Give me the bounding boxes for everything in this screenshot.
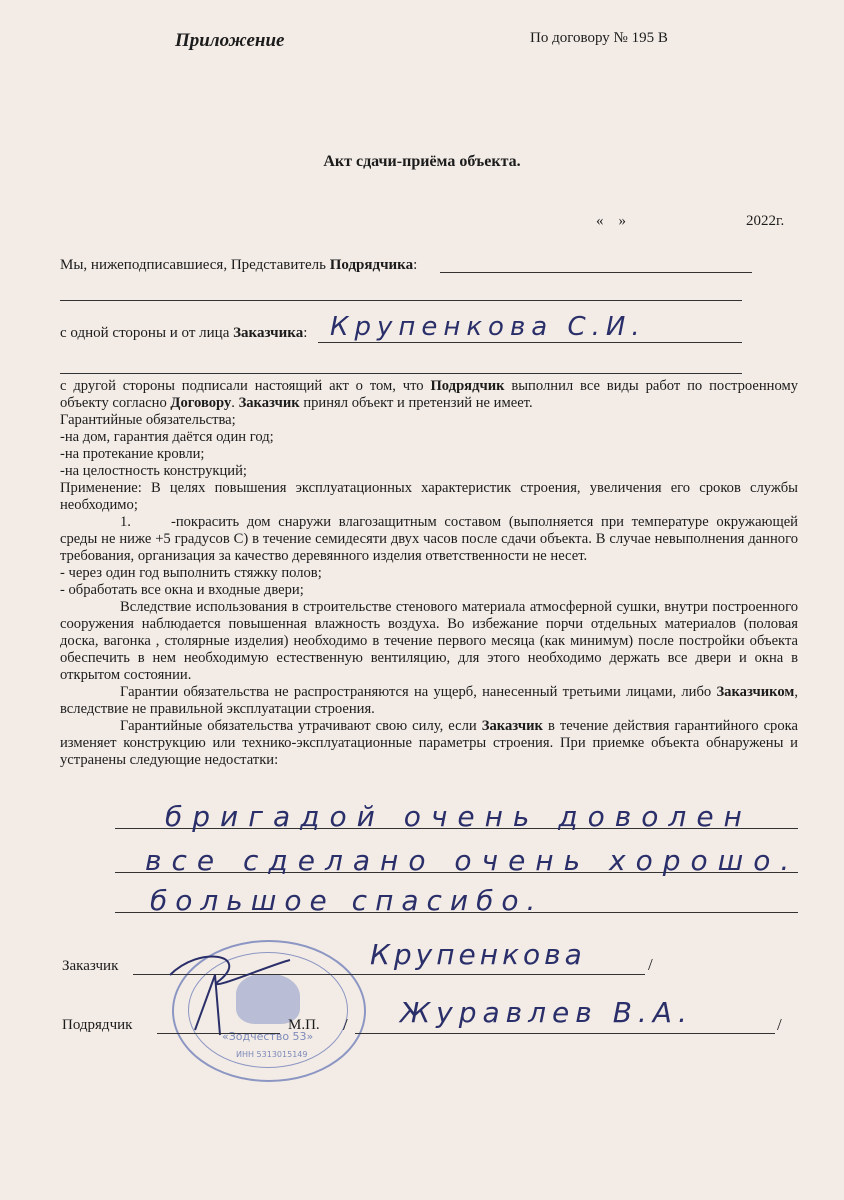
p1-customer: Заказчик: [238, 395, 300, 411]
side-prefix: с одной стороны и от лица: [60, 325, 234, 341]
customer-sign-label: Заказчик: [62, 958, 119, 974]
l-a: Гарантийные обязательства утрачивают свою силу, если: [120, 718, 482, 734]
contractor-rep-line[interactable]: [440, 272, 752, 273]
handwritten-line-3: большое спасибо.: [150, 884, 544, 917]
dash-windows: - обработать все окна и входные двери;: [60, 582, 304, 598]
guarantee-structure: -на целостность конструкций;: [60, 463, 247, 479]
contractor-slash-right: /: [777, 1015, 782, 1034]
item-1-number: 1.: [120, 514, 131, 530]
customer-sign-slash: /: [648, 955, 653, 974]
customer-line: [60, 325, 307, 342]
p1-contractor: Подрядчик: [430, 378, 505, 394]
customer-signature: Крупенкова: [370, 938, 586, 971]
intro-prefix: Мы, нижеподписавшиеся, Представитель: [60, 257, 330, 273]
p1-a: с другой стороны подписали настоящий акт о том, что: [60, 378, 431, 394]
guarantee-title: Гарантийные обязательства;: [60, 412, 236, 428]
customer-rep-line[interactable]: [318, 342, 742, 343]
contract-reference: По договору № 195 В: [530, 30, 668, 46]
application-text: Применение: В целях повышения эксплуатационных характеристик строения, увеличения его сроков службы необходимо;: [60, 480, 798, 513]
contractor-word: Подрядчика: [329, 257, 414, 273]
intro-colon: :: [413, 257, 418, 273]
item-1-text: -покрасить дом снаружи влагозащитным составом (выполняется при температуре окружающей среды не ниже +5 градусов С) в течение семидесяти двух часов после сдачи объекта. В случае невыполнения данного требования, организация за качество деревянного изделия ответственности не несет.: [60, 514, 798, 564]
humidity-paragraph: Вследствие использования в строительстве стенового материала атмосферной сушки, внутри построенного сооружения наблюдается повышенная влажность воздуха. Во избежание порчи отдельных материалов (половая доска, вагонка , столярные изделия) необходимо в течение первого месяца (как минимум) после постройки объекта обеспечить в нем необходимую естественную вентиляцию, для этого необходимо держать все двери и окна в открытом состоянии.: [60, 599, 798, 683]
date-year: 2022г.: [746, 213, 785, 229]
handwritten-line-1: бригадой очень доволен: [165, 800, 752, 833]
contractor-sign-label: Подрядчик: [62, 1017, 133, 1033]
p1-contract: Договору: [170, 395, 232, 411]
contractor-name-handwritten: Журавлев В.А.: [400, 996, 693, 1029]
contractor-name-line[interactable]: [355, 1033, 775, 1034]
date-day-quotes: « »: [596, 213, 626, 229]
signature-stroke: [170, 956, 290, 1035]
intro-line: [60, 257, 417, 274]
appendix-heading: Приложение: [175, 30, 285, 51]
handwritten-line-2: все сделано очень хорошо.: [145, 844, 800, 877]
customer-rep-line-2[interactable]: [60, 373, 742, 374]
g-a: Гарантии обязательства не распространяются на ущерб, нанесенный третьими лицами, либо: [120, 684, 717, 700]
contractor-rep-line-2[interactable]: [60, 300, 742, 301]
g-b: , вследствие не правильной эксплуатации строения.: [60, 684, 798, 717]
customer-word: Заказчика: [233, 325, 304, 341]
guarantee-loss: [60, 718, 798, 769]
contractor-slash-left: /: [343, 1015, 348, 1034]
dash-floor: - через один год выполнить стяжку полов;: [60, 565, 322, 581]
p1-b: выполнил все виды работ по построенному объекту согласно: [60, 378, 798, 411]
g-customer: Заказчиком: [716, 684, 795, 700]
customer-colon: :: [303, 325, 308, 341]
stamp-company: «Зодчество 53»: [222, 1030, 314, 1043]
act-body: [60, 378, 798, 769]
stamp-place-label: М.П.: [288, 1017, 320, 1033]
item-1: [60, 514, 798, 565]
customer-name-handwritten: Крупенкова С.И.: [330, 312, 646, 342]
p1-c: .: [231, 395, 239, 411]
act-statement: [60, 378, 798, 412]
guarantee-roof: -на протекание кровли;: [60, 446, 205, 462]
p1-d: принял объект и претензий не имеет.: [299, 395, 533, 411]
l-b: в течение действия гарантийного срока изменяет конструкцию или технико-эксплуатационные параметры строения. При приемке объекта обнаружены и устранены следующие недостатки:: [60, 718, 798, 768]
guarantee-house: -на дом, гарантия даётся один год;: [60, 429, 274, 445]
l-customer: Заказчик: [481, 718, 543, 734]
stamp-inn: ИНН 5313015149: [236, 1050, 308, 1059]
guarantee-exclusion: [60, 684, 798, 718]
document-title: Акт сдачи-приёма объекта.: [323, 153, 521, 170]
contractor-sign-line[interactable]: [157, 1033, 280, 1034]
